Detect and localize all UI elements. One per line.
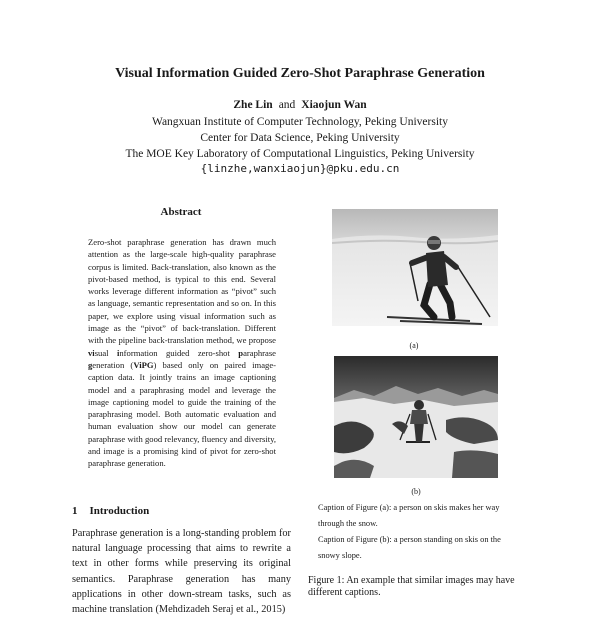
figure-b-photo — [334, 356, 498, 478]
section-heading-introduction — [72, 505, 149, 517]
introduction-text: Paraphrase generation is a long-standing problem for natural language processing that aims to rewrite a text in other forms while preserving its original semantics. Paraphrase generation has many applications in other down-stream tasks, such as machine translation (Mehdizadeh Seraj et al., 2015) — [72, 528, 291, 616]
abstract-heading: Abstract — [160, 206, 202, 218]
figure-caption: Figure 1: An example that similar images may have different captions. — [308, 575, 515, 598]
affiliation-1: Wangxuan Institute of Computer Technology, Peking University — [152, 116, 448, 128]
abstract-part: Zero-shot paraphrase generation has drawn much attention as the large-scale high-quality paraphrase corpus is limited. Back-translation, also known as the pivot-based method, is typical to this end. Several works leverage different information as “pivot” such as language, semantic representation and so on. In this paper, we explore using visual information such as image as the “pivot” of back-translation. Different with the pipeline back-translation method, we propose — [88, 237, 276, 346]
figure-a-photo — [332, 209, 498, 326]
skier-illustration — [332, 209, 498, 326]
figure-b-caption-line2: snowy slope. — [318, 551, 362, 560]
paper-title: Visual Information Guided Zero-Shot Paraphrase Generation — [115, 66, 485, 81]
acronym-letter: p — [238, 347, 244, 358]
author-1: Zhe Lin — [233, 99, 273, 111]
abstract-part: araphrase — [243, 347, 276, 358]
figure-a-label: (a) — [409, 341, 419, 350]
abstract-part: sual — [94, 347, 117, 358]
acronym-letter: g — [88, 359, 93, 370]
figure-a-caption-line2: through the snow. — [318, 519, 378, 528]
author-line — [0, 99, 600, 111]
affiliation-3: The MOE Key Laboratory of Computational Linguistics, Peking University — [125, 148, 475, 160]
abstract-part: eneration ( — [92, 359, 134, 370]
figure-b-caption-line1: Caption of Figure (b): a person standing on skis on the — [318, 535, 501, 544]
section-title: Introduction — [89, 505, 150, 517]
acronym: ViPG — [133, 359, 154, 370]
acronym-letter: vi — [88, 347, 95, 358]
author-email: {linzhe,wanxiaojun}@pku.edu.cn — [200, 162, 400, 175]
author-2: Xiaojun Wan — [301, 99, 367, 111]
section-number: 1 — [72, 505, 78, 517]
acronym-letter: i — [116, 347, 120, 358]
author-conjunction: and — [278, 99, 296, 111]
abstract-text — [88, 236, 276, 470]
affiliation-2: Center for Data Science, Peking University — [200, 132, 400, 144]
figure-a-caption-line1: Caption of Figure (a): a person on skis makes her way — [318, 503, 500, 512]
abstract-part: ) based only on paired image-caption data. It jointly trains an image captioning model and a paraphrasing model and leverage the image captioning model to guide the training of the paraphrasing model. Both automatic evaluation and human evaluation show our model can generate paraphrase with good relevancy, fluency and diversity, and image is a promising kind of pivot for zero-shot paraphrase generation. — [88, 359, 277, 469]
abstract-part: nformation guided zero-shot — [119, 347, 239, 358]
mountain-skier-illustration — [334, 356, 498, 478]
figure-b-label: (b) — [411, 487, 421, 496]
